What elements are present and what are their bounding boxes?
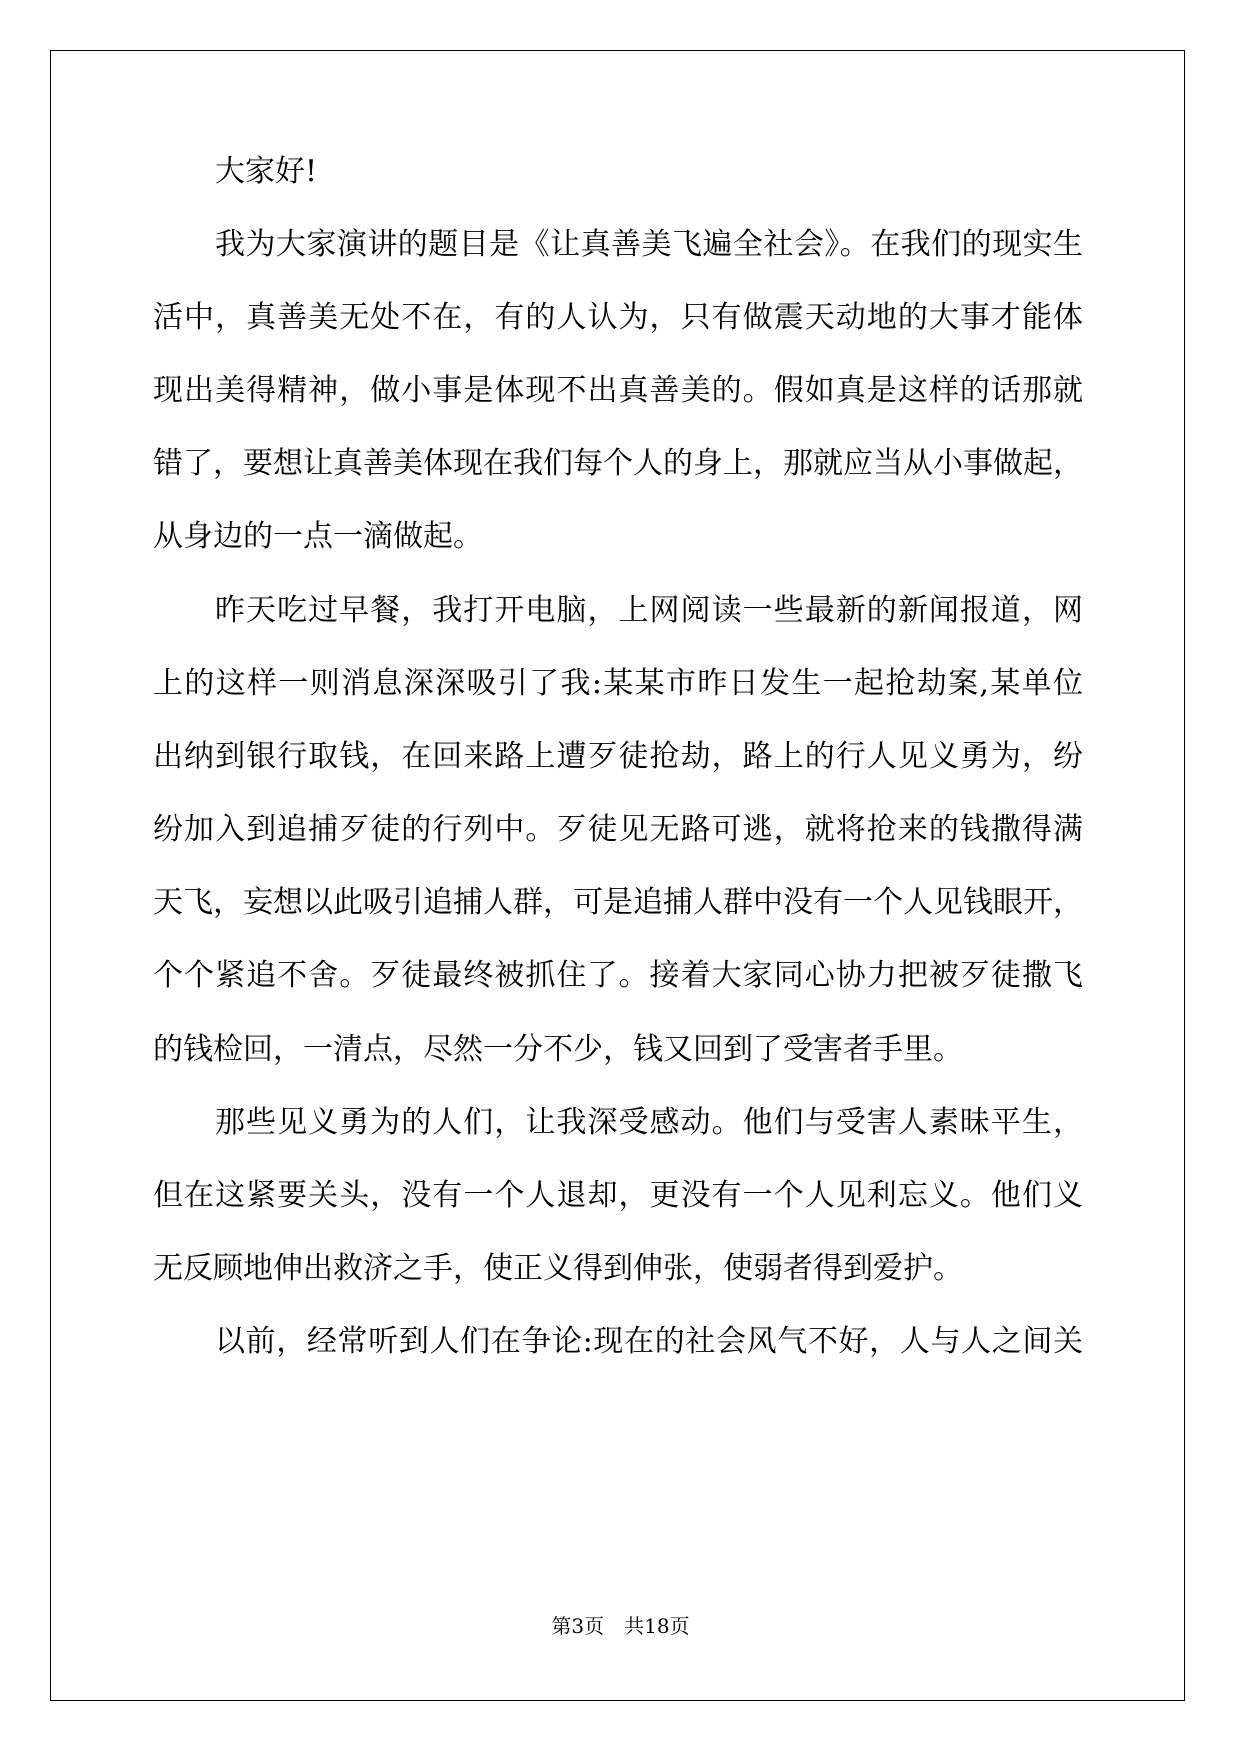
- text-line: 昨天吃过早餐，我打开电脑，上网阅读一些最新的新闻报道，网: [215, 593, 1083, 628]
- text-line: 那些见义勇为的人们，让我深受感动。他们与受害人素昧平生，: [215, 1105, 1083, 1140]
- text-line: 无反顾地伸出救济之手，使正义得到伸张，使弱者得到爱护。: [153, 1251, 963, 1286]
- text-line: 天飞，妄想以此吸引追捕人群，可是追捕人群中没有一个人见钱眼开，: [153, 885, 1083, 920]
- page-footer: [0, 1610, 1241, 1639]
- text-line: 的钱检回，一清点，尽然一分不少，钱又回到了受害者手里。: [153, 1032, 963, 1067]
- text-line: 以前，经常听到人们在争论:现在的社会风气不好，人与人之间关: [215, 1324, 1083, 1359]
- text-line: 大家好!: [215, 154, 318, 189]
- page-number: 第3页: [551, 1614, 605, 1638]
- text-line: 出纳到银行取钱，在回来路上遭歹徒抢劫，路上的行人见义勇为，纷: [153, 739, 1083, 774]
- text-line: 活中，真善美无处不在，有的人认为，只有做震天动地的大事才能体: [153, 300, 1083, 335]
- text-line: 我为大家演讲的题目是《让真善美飞遍全社会》。在我们的现实生: [215, 227, 1083, 262]
- text-line: 现出美得精神，做小事是体现不出真善美的。假如真是这样的话那就: [153, 373, 1083, 408]
- text-line: 上的这样一则消息深深吸引了我:某某市昨日发生一起抢劫案,某单位: [153, 666, 1083, 701]
- page-total: 共18页: [624, 1614, 690, 1638]
- text-line: 错了，要想让真善美体现在我们每个人的身上，那就应当从小事做起，: [153, 446, 1083, 481]
- text-line: 但在这紧要关头，没有一个人退却，更没有一个人见利忘义。他们义: [153, 1178, 1083, 1213]
- text-line: 纷加入到追捕歹徒的行列中。歹徒见无路可逃，就将抢来的钱撒得满: [153, 812, 1083, 847]
- text-line: 个个紧追不舍。歹徒最终被抓住了。接着大家同心协力把被歹徒撒飞: [153, 958, 1083, 993]
- text-line: 从身边的一点一滴做起。: [153, 519, 483, 554]
